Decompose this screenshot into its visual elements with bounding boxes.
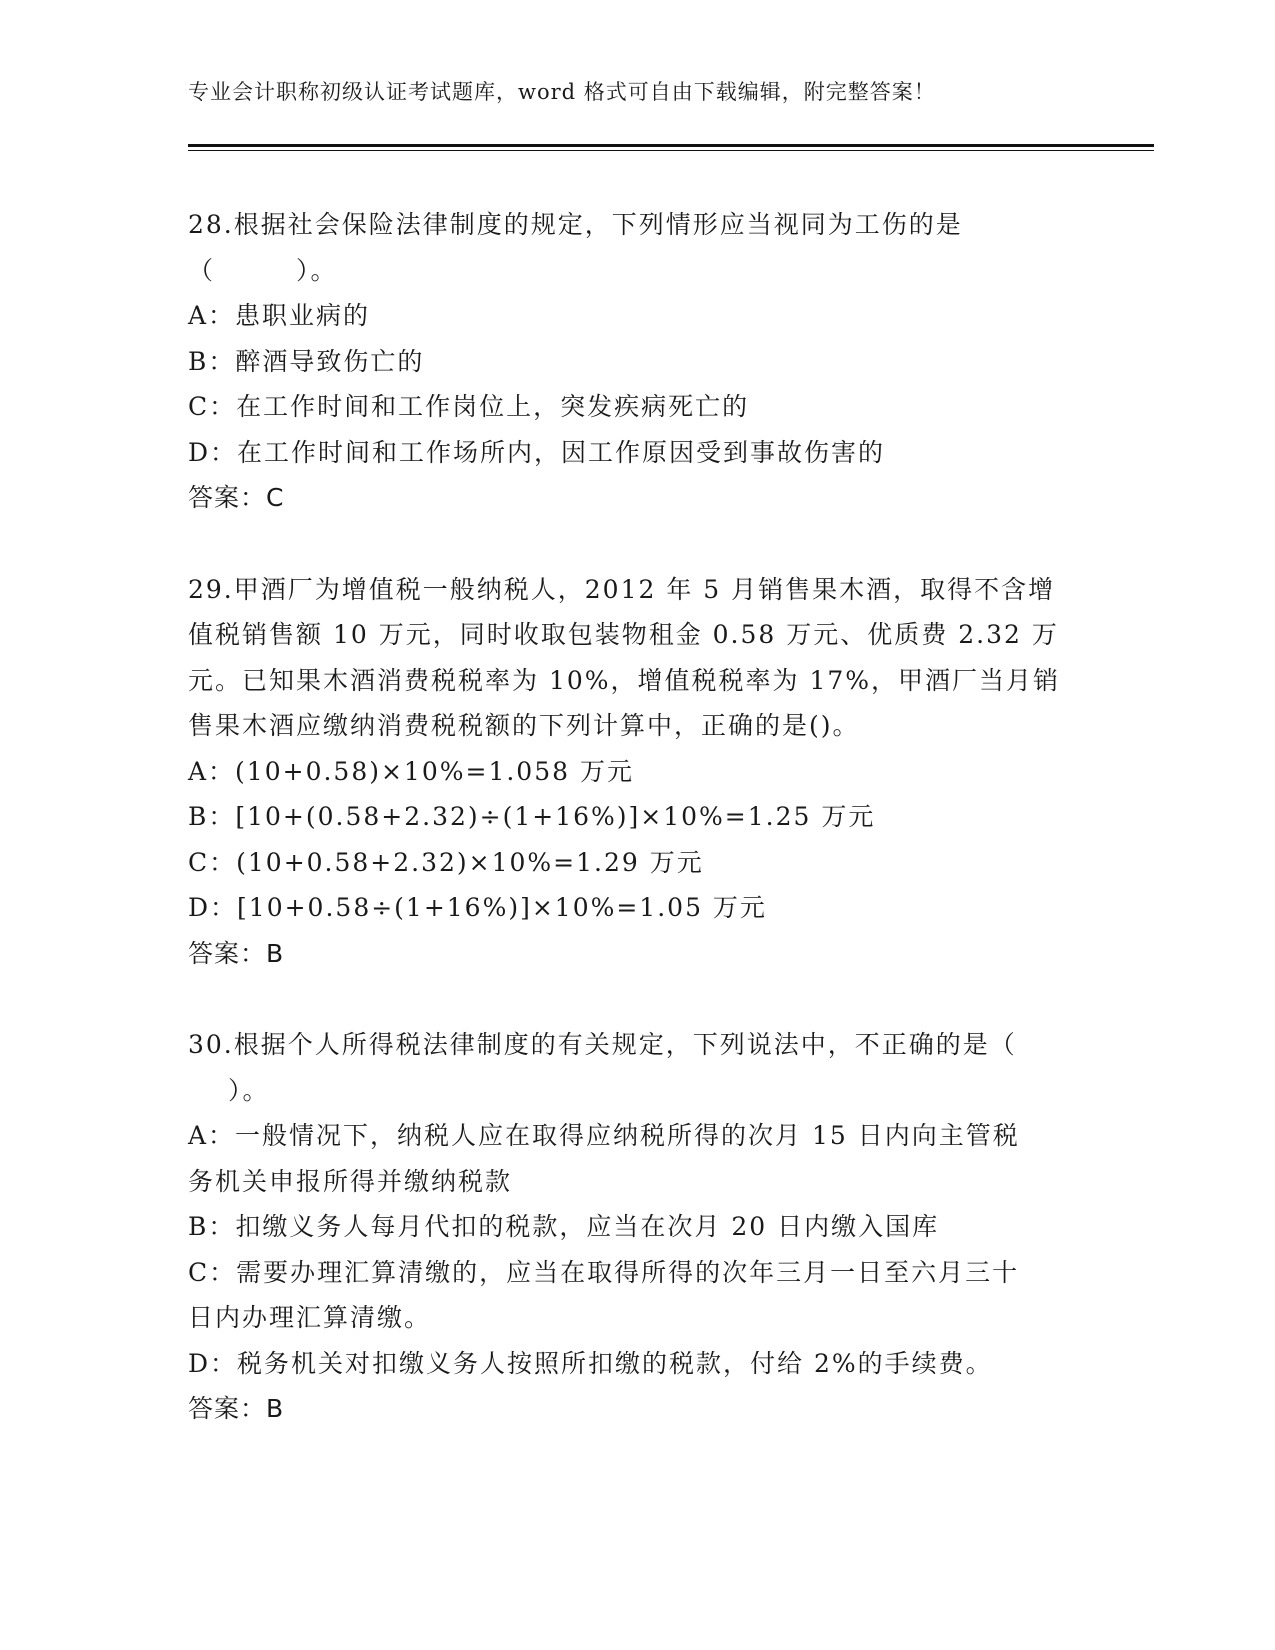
question-stem: 售果木酒应缴纳消费税税额的下列计算中，正确的是()。 (188, 711, 860, 740)
option-d: D：在工作时间和工作场所内，因工作原因受到事故伤害的 (188, 437, 886, 467)
option-a-continued: 务机关申报所得并缴纳税款 (188, 1166, 513, 1196)
option-a: A：(10+0.58)×10%=1.058 万元 (188, 756, 634, 786)
question-stem: （ ）。 (188, 255, 338, 285)
option-c: C：需要办理汇算清缴的，应当在取得所得的次年三月一日至六月三十 (188, 1257, 1020, 1287)
answer-label: 答案：B (188, 938, 285, 968)
question-28 (188, 202, 1088, 521)
question-list (188, 202, 1088, 1432)
option-c-continued: 日内办理汇算清缴。 (188, 1303, 432, 1332)
question-stem: 元。已知果木酒消费税税率为 10%，增值税税率为 17%，甲酒厂当月销 (188, 665, 1061, 695)
question-stem: 29.甲酒厂为增值税一般纳税人，2012 年 5 月销售果木酒，取得不含增 (188, 574, 1056, 604)
option-d: D：[10+0.58÷(1+16%)]×10%=1.05 万元 (188, 893, 767, 922)
answer-label: 答案：B (188, 1394, 285, 1423)
question-stem: 30.根据个人所得税法律制度的有关规定，下列说法中，不正确的是（ (188, 1030, 1017, 1059)
option-b: B：扣缴义务人每月代扣的税款，应当在次月 20 日内缴入国库 (188, 1212, 940, 1241)
header-divider (188, 144, 1154, 147)
question-stem: 值税销售额 10 万元，同时收取包装物租金 0.58 万元、优质费 2.32 万 (188, 620, 1059, 649)
option-a: A：患职业病的 (188, 301, 371, 330)
option-a: A：一般情况下，纳税人应在取得应纳税所得的次月 15 日内向主管税 (188, 1121, 1020, 1150)
page-header: 专业会计职称初级认证考试题库，word 格式可自由下载编辑，附完整答案！ (188, 80, 936, 104)
question-30 (188, 1022, 1088, 1432)
option-d: D：税务机关对扣缴义务人按照所扣缴的税款，付给 2%的手续费。 (188, 1348, 993, 1378)
question-stem: ）。 (228, 1075, 270, 1105)
option-c: C：(10+0.58+2.32)×10%=1.29 万元 (188, 847, 704, 877)
question-29 (188, 567, 1088, 977)
question-stem: 28.根据社会保险法律制度的规定，下列情形应当视同为工伤的是 (188, 210, 963, 239)
option-b: B：醉酒导致伤亡的 (188, 346, 425, 376)
option-b: B：[10+(0.58+2.32)÷(1+16%)]×10%=1.25 万元 (188, 802, 876, 831)
option-c: C：在工作时间和工作岗位上，突发疾病死亡的 (188, 392, 750, 421)
answer-label: 答案：C (188, 483, 285, 512)
